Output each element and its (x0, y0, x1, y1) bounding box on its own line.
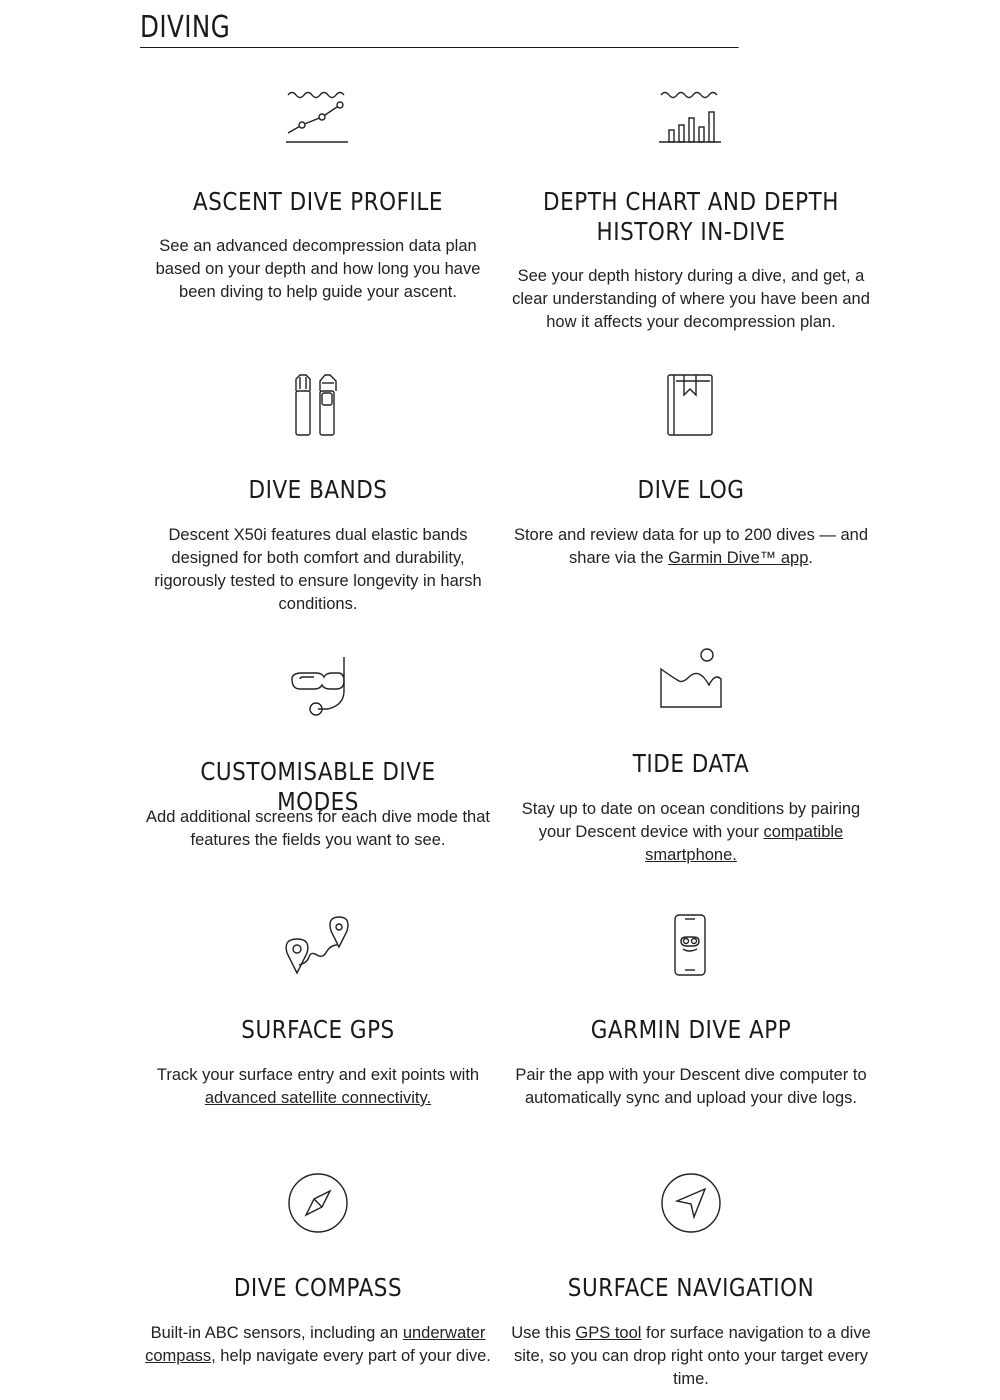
compass-icon (286, 1171, 350, 1235)
feature-tide-data (511, 647, 871, 864)
feature-surface-navigation (511, 1171, 871, 1388)
feature-description: Add additional screens for each dive mode that features the fields you want to see. (146, 808, 490, 849)
feature-title: ASCENT DIVE PROFILE (193, 187, 443, 216)
feature-title: DIVE BANDS (248, 475, 388, 504)
phone-dive-app-icon (673, 913, 709, 977)
feature-garmin-dive-app (511, 913, 871, 1107)
gps-pins-icon (283, 913, 353, 977)
feature-title: DEPTH CHART AND DEPTH HISTORY IN-DIVE (543, 187, 839, 246)
feature-customisable-dive-modes (138, 655, 498, 849)
depth-chart-icon (659, 85, 723, 145)
garmin-dive-app-link[interactable]: Garmin Dive™ app (668, 549, 809, 567)
feature-description: See an advanced decompression data plan based on your depth and how long you have been diving to help guide your ascent. (155, 237, 481, 301)
feature-title: TIDE DATA (632, 749, 750, 778)
ascent-profile-icon (286, 85, 350, 145)
feature-ascent-dive-profile (138, 85, 498, 301)
feature-description: See your depth history during a dive, and get, a clear understanding of where you have been and how it affects your decompression plan. (512, 267, 870, 331)
feature-description: Built-in ABC sensors, including an underwater compass, help navigate every part of your dive. (145, 1324, 491, 1365)
feature-description: Stay up to date on ocean conditions by pairing your Descent device with your compatible smartphone. (521, 800, 861, 864)
snorkel-mask-icon (286, 655, 350, 719)
feature-description: Track your surface entry and exit points with advanced satellite connectivity. (156, 1066, 480, 1107)
feature-surface-gps (138, 913, 498, 1107)
feature-description: Descent X50i features dual elastic bands designed for both comfort and durability, rigorously tested to ensure longevity in harsh conditions. (154, 526, 482, 613)
feature-dive-log (511, 373, 871, 567)
feature-title: DIVE LOG (637, 475, 745, 504)
compatible-smartphone-link[interactable]: compatible smartphone. (645, 823, 844, 864)
underwater-compass-link[interactable]: underwater compass, (145, 1324, 486, 1365)
feature-depth-chart (511, 85, 871, 331)
tide-wave-icon (659, 647, 723, 711)
feature-dive-bands (138, 373, 498, 613)
dive-log-book-icon (666, 373, 716, 437)
gps-tool-link[interactable]: GPS tool (575, 1324, 642, 1342)
advanced-satellite-connectivity-link[interactable]: advanced satellite connectivity. (204, 1089, 432, 1107)
feature-title: SURFACE GPS (241, 1015, 395, 1044)
section-title: DIVING (140, 10, 739, 48)
feature-title: DIVE COMPASS (233, 1273, 403, 1302)
dive-bands-icon (292, 373, 344, 437)
feature-title: SURFACE NAVIGATION (567, 1273, 815, 1302)
feature-description: Store and review data for up to 200 dives — and share via the Garmin Dive™ app. (513, 526, 869, 567)
feature-description: Use this GPS tool for surface navigation to a dive site, so you can drop right onto your target every time. (511, 1324, 871, 1388)
feature-title: GARMIN DIVE APP (590, 1015, 792, 1044)
feature-description: Pair the app with your Descent dive computer to automatically sync and upload your dive logs. (515, 1066, 867, 1107)
navigation-arrow-icon (659, 1171, 723, 1235)
feature-title: CUSTOMISABLE DIVE MODES (200, 757, 436, 816)
feature-dive-compass (138, 1171, 498, 1365)
